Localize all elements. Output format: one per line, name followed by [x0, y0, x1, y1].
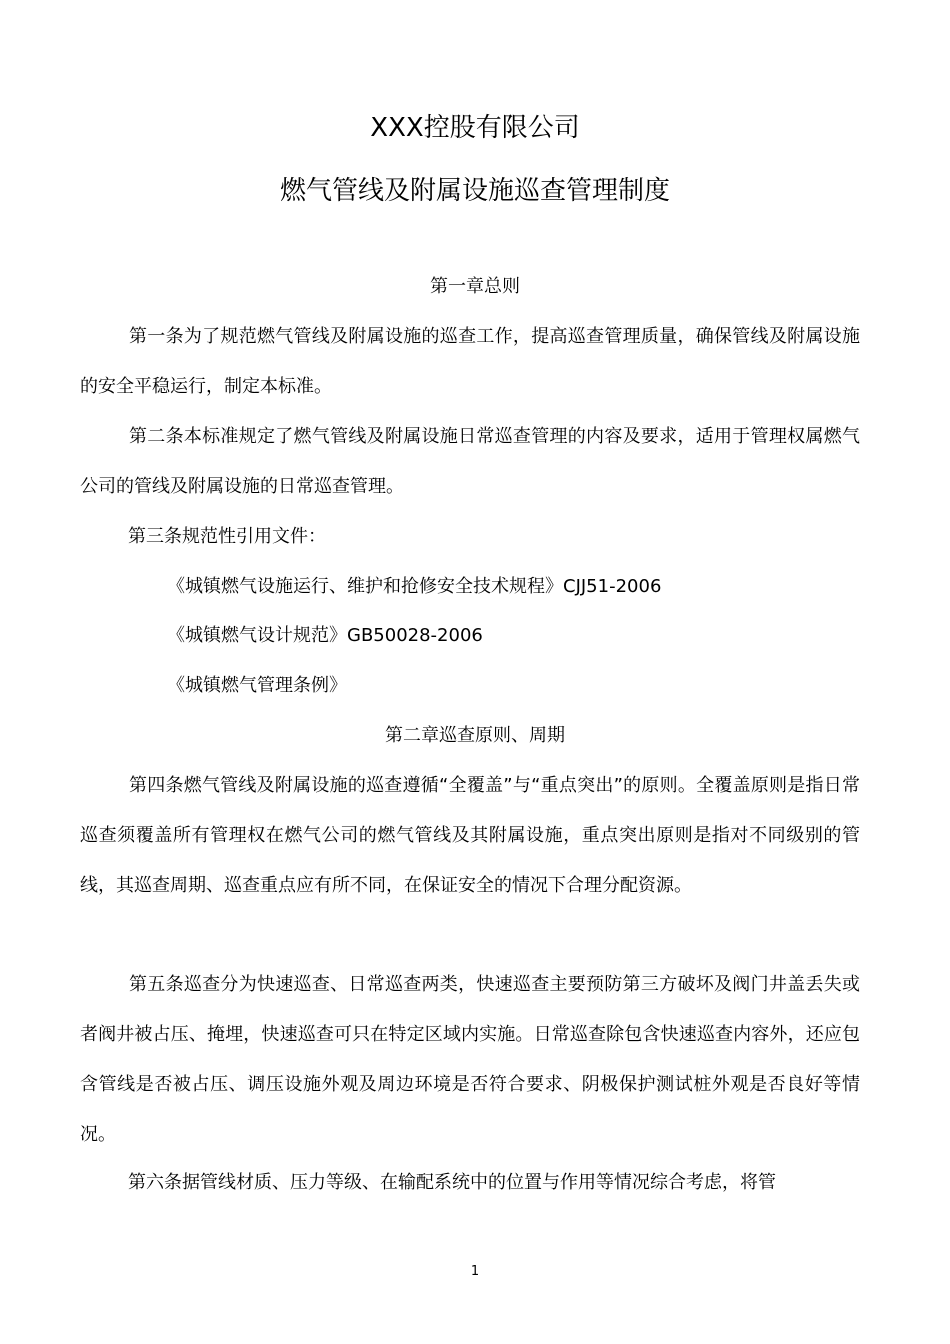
- article-1: 第一条为了规范燃气管线及附属设施的巡查工作，提高巡查管理质量，确保管线及附属设施的安全平稳运行，制定本标准。: [80, 326, 860, 397]
- article-4: 第四条燃气管线及附属设施的巡查遵循“全覆盖”与“重点突出”的原则。全覆盖原则是指日常巡查须覆盖所有管理权在燃气公司的燃气管线及其附属设施，重点突出原则是指对不同级别的管线，其巡查周期、巡查重点应有所不同，在保证安全的情况下合理分配资源。: [80, 775, 860, 896]
- page-number: 1: [470, 1264, 480, 1279]
- reference-item: 《城镇燃气管理条例》: [167, 675, 347, 696]
- company-name: XXX控股有限公司: [370, 113, 580, 143]
- chapter-1-heading: 第一章总则: [430, 276, 520, 297]
- document-title: 燃气管线及附属设施巡查管理制度: [279, 176, 670, 206]
- reference-item: 《城镇燃气设施运行、维护和抢修安全技术规程》CJJ51-2006: [167, 576, 662, 597]
- article-5: 第五条巡查分为快速巡查、日常巡查两类，快速巡查主要预防第三方破坏及阀门井盖丢失或者阀井被占压、掩埋，快速巡查可只在特定区域内实施。日常巡查除包含快速巡查内容外，还应包含管线是否被占压、调压设施外观及周边环境是否符合要求、阴极保护测试桩外观是否良好等情况。: [80, 974, 860, 1145]
- reference-item: 《城镇燃气设计规范》GB50028-2006: [167, 625, 483, 646]
- article-6: 第六条据管线材质、压力等级、在输配系统中的位置与作用等情况综合考虑，将管: [128, 1172, 776, 1193]
- article-2: 第二条本标准规定了燃气管线及附属设施日常巡查管理的内容及要求，适用于管理权属燃气公司的管线及附属设施的日常巡查管理。: [80, 426, 860, 497]
- article-3: 第三条规范性引用文件：: [128, 526, 326, 547]
- chapter-2-heading: 第二章巡查原则、周期: [385, 725, 565, 746]
